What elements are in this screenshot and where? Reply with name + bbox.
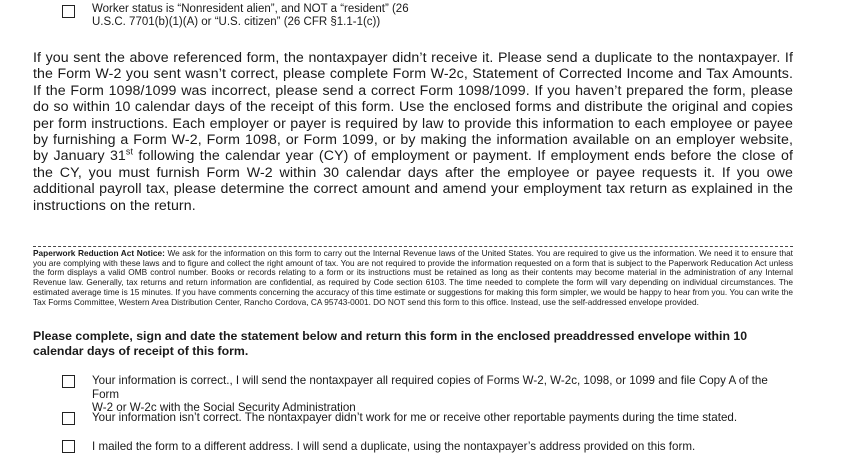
worker-status-line1: Worker status is “Nonresident alien”, and NOT a “resident” (26 <box>92 3 409 15</box>
main-paragraph-part1: If you sent the above referenced form, the nontaxpayer didn’t receive it. Please send a duplicate to the nontaxpayer. If the Form W-2 you sent wasn’t correct, please complete Form W-2c, Statement of Corrected Income and Tax Amounts. If the Form 1098/1099 was incorrect, please send a correct Form 1098/1099. If you haven’t prepared the form, please do so within 10 calendar days of the receipt of this form. Use the enclosed forms and distribute the original and copies per form instructions. Each employer or payer is required by law to provide this information to each employee or payee by furnishing a Form W-2, Form 1098, or Form 1099, or by making the information available on an employer website, by January 31 <box>33 50 793 165</box>
worker-status-line2: U.S.C. 7701(b)(1)(A) or “U.S. citizen” (26 CFR §1.1-1(c)) <box>92 16 381 28</box>
main-paragraph-superscript: st <box>125 146 134 157</box>
option-incorrect-line1: Your information isn’t correct. The nontaxpayer didn’t work for me or receive other reportable payments during the time stated. <box>92 411 738 424</box>
option-correct-text <box>92 374 792 415</box>
worker-status-text <box>92 3 492 29</box>
option-different-address-text <box>92 440 792 454</box>
option-correct-line1: Your information is correct., I will send the nontaxpayer all required copies of Forms W-2, W-2c, 1098, or 1099 and file Copy A of the Form <box>92 374 768 401</box>
section-divider <box>33 246 793 247</box>
paperwork-notice <box>33 249 793 307</box>
instruction-text: Please complete, sign and date the statement below and return this form in the enclosed preaddressed envelope within 10 calendar days of receipt of this form. <box>33 329 748 358</box>
option-incorrect-checkbox[interactable] <box>62 412 75 425</box>
worker-status-checkbox[interactable] <box>62 5 75 18</box>
option-correct-line2: W-2 or W-2c with the Social Security Administration <box>92 401 356 414</box>
main-paragraph <box>33 50 793 214</box>
option-different-address-line1: I mailed the form to a different address. I will send a duplicate, using the nontaxpayer’s address provided on this form. <box>92 440 696 453</box>
option-different-address-checkbox[interactable] <box>62 440 75 453</box>
option-correct-checkbox[interactable] <box>62 375 75 388</box>
paperwork-notice-heading: Paperwork Reduction Act Notice: <box>33 248 165 258</box>
paperwork-notice-body: We ask for the information on this form to carry out the Internal Revenue laws of the United States. You are required to give us the information. We need it to ensure that you are complying with these laws and to figure and collect the right amount of tax. You are not required to provide the information requested on a form that is subject to the Paperwork Reducation Act unless the form displays a valid OMB control number. Books or records relating to a form or its instructions must be retained as long as their contents may become material in the administration of any Internal Revenue law. Generally, tax returns and return information are confidential, as required by Code section 6103. The time needed to complete the form will vary depending on individual circumstances. The estimated average time is 15 minutes. If you have comments concerning the accuracy of this time estimate or suggestions for making this form simpler, we would be happy to hear from you. You can write the Tax Forms Committee, Western Area Distribution Center, Rancho Cordova, CA 95743-0001. DO NOT send this form to this office. Instead, use the self-addressed envelope provided. <box>33 248 793 307</box>
main-paragraph-part2: following the calendar year (CY) of employment or payment. If employment ends before the close of the CY, you must furnish Form W-2 within 30 calendar days after the employee or payee requests it. If you owe additional payroll tax, please determine the correct amount and amend your employment tax return as explained in the instructions on the return. <box>33 148 793 214</box>
option-incorrect-text <box>92 411 792 425</box>
